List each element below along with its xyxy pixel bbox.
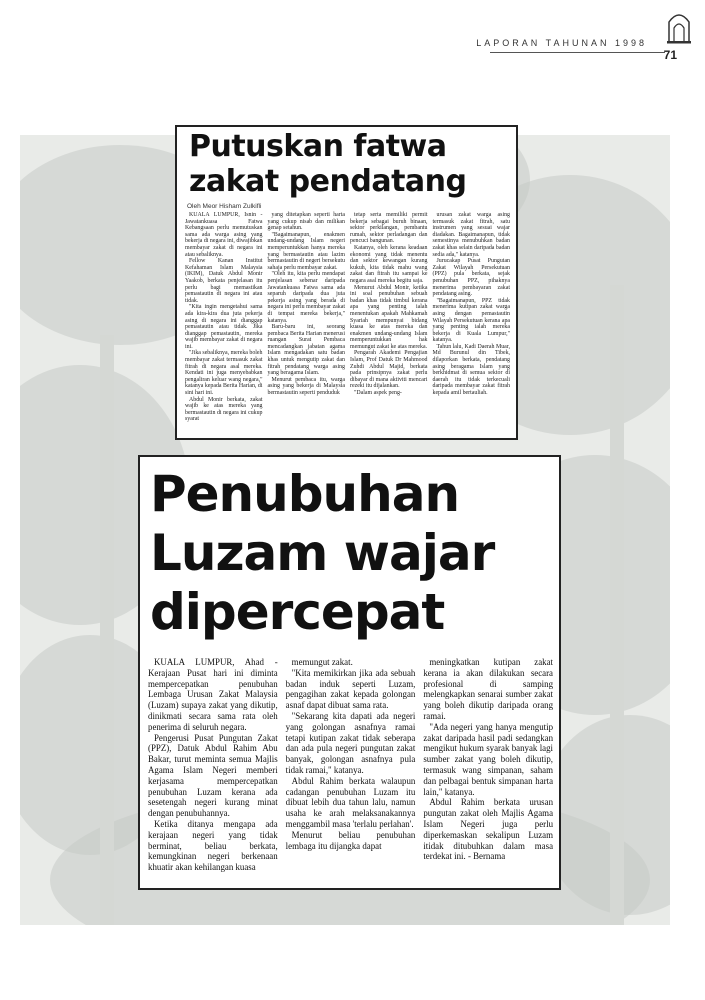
paragraph: tetap serta memiliki permit bekerja sebagai buruh binaan, sektor perkilangan, pembantu rumah, sektor perladangan dan pencuci bangunan.: [350, 212, 428, 245]
paragraph: Menurut Abdul Monir, ketika ini soal penubuhan sebuah badan khas tidak timbul kerana apa yang penting ialah menentukan apakah Mahkamah Syariah mempunyai bidang kuasa ke atas mereka dan enakmen undang-undang Islam memperuntukkan hak memungut zakat ke atas mereka.: [350, 284, 428, 350]
paragraph: Menurut beliau penubuhan lembaga itu dijangka dapat: [285, 829, 416, 851]
article-column: [423, 657, 553, 887]
paragraph: Fellow Kanan Institut Kefahaman Islam Malaysia (IKIM), Datuk Abdul Monir Yaakob, berkata penjelasan itu perlu bagi memastikan pemastautin di negara ini atau tidak.: [185, 258, 263, 304]
headline-luzam: [150, 465, 560, 642]
news-clipping-fatwa: [175, 125, 518, 440]
paragraph: KUALA LUMPUR, Ahad - Kerajaan Pusat hari ini diminta mempercepatkan penubuhan Lembaga Urusan Zakat Malaysia (Luzam) supaya zakat yang dikutip, dinikmati secara sama rata oleh penerima di seluruh negara.: [148, 657, 278, 732]
headline-line: zakat pendatang: [189, 164, 467, 199]
paragraph: Ketika ditanya mengapa ada kerajaan negeri yang tidak berminat, beliau berkata, kemungkinan negeri berkenaan khuatir akan kehilangan kuasa: [148, 818, 278, 873]
headline-line: dipercepat: [150, 583, 445, 641]
paragraph: Abdul Rahim berkata walaupun cadangan penubuhan Luzam itu dibuat lebih dua tahun lalu, namun usaha ke arah melaksanakannya menggambil masa 'terlalu perlahan'.: [285, 775, 416, 829]
paragraph: Abdul Monir berkata, zakat wajib ke atas mereka yang bermastautin di negara ini cukup syarat: [185, 396, 263, 423]
paragraph: "Kita ingin mengetahui sama ada kira-kira dua juta pekerja asing di negara ini dianggap pemastautin atau tidak. Jika dianggap pemastautin, mereka wajib membayar zakat di negara ini.: [185, 304, 263, 350]
news-clipping-luzam: [138, 455, 561, 890]
paragraph: "Bagaimanapun, PPZ tidak menerima kutipan zakat warga asing dengan pemastautin Wilayah Persekutuan kerana apa yang penting ialah mereka bekerja di Kuala Lumpur," katanya.: [432, 297, 510, 344]
paragraph: "Sekarang kita dapati ada negeri yang golongan asnafnya ramai tetapi kutipan zakat tidak seberapa dan ada pula negeri pungutan zakat banyak, golongan asnafnya pula tidak ramai," katanya.: [285, 710, 416, 775]
paragraph: urusan zakat warga asing termasuk zakat fitrah, satu instrumen yang sesuai wajar diadakan. Bagaimanapun, tidak semestinya menubuhkan badan zakat khas selain daripada badan sedia ada," katanya.: [432, 212, 510, 258]
headline-line: Putuskan fatwa: [189, 129, 447, 164]
paragraph: Tahun lalu, Kadi Daerah Muar, Md Burunul din Tibek, dilaporkan berkata, pendatang asing beragama Islam yang berkhidmat di semua sektor di daerah itu tidak terkecuali daripada membayar zakat fitrah kepada amil bertauliah.: [432, 343, 510, 397]
paragraph: "Dalam aspek peng-: [354, 390, 402, 397]
paragraph: "Jika sebaliknya, mereka boleh membayar zakat termasuk zakat fitrah di negara asal mereka. Kendati ini juga menyebabkan pengaliran keluar wang negara," katanya kepada Berita Harian, di sini hari ini.: [185, 350, 263, 397]
paragraph: memungut zakat.: [291, 657, 353, 667]
paragraph: Jurucakap Pusat Pungutan Zakat Wilayah Persekutuan (PPZ) pula berkata, sejak penubuhan PPZ, pihaknya menerima pembayaran zakat pendatang asing.: [432, 258, 510, 298]
header-rule: [490, 52, 665, 53]
paragraph: "Oleh itu, kita perlu mendapat penjelasan sebenar daripada Jawatankuasa Fatwa sama ada separuh daripada dua juta pekerja asing yang berada di negara ini perlu membayar zakat di tempat mereka bekerja," katanya.: [267, 271, 345, 324]
article-column: [286, 657, 416, 887]
paragraph: Baru-baru ini, seorang pembaca Berita Harian menerusi ruangan Surat Pembaca mencadangkan jabatan agama Islam mengadakan satu badan khas untuk mengutip zakat dan fitrah pendatang warga asing yang beragama Islam.: [267, 324, 345, 377]
report-title: LAPORAN TAHUNAN 1998: [476, 38, 647, 48]
paragraph: Pengarah Akademi Pengajian Islam, Prof Datuk Dr Mahmood Zuhdi Abdul Majid, berkata pada prinsipnya zakat perlu dibayar di mana aktiviti mencari rezeki itu dijalankan.: [350, 350, 428, 390]
page-number: 71: [663, 48, 677, 62]
paragraph: "Ada negeri yang hanya mengutip zakat daripada hasil padi sedangkan mengikut hukum syarak banyak lagi sumber zakat yang boleh dikutip, termasuk wang simpanan, saham dan pelbagai bentuk simpanan harta lain," katanya.: [423, 721, 554, 797]
article-column: [350, 212, 428, 437]
paragraph: Katanya, oleh kerana keadaan ekonomi yang tidak menentu dan sektor kewangan kurang kukuh, kita tidak mahu wang zakat dan fitrah itu sampai ke negara asal mereka begitu saja.: [350, 244, 428, 284]
article-column: [148, 657, 278, 887]
paragraph: Pengerusi Pusat Pungutan Zakat (PPZ), Datuk Abdul Rahim Abu Bakar, turut meminta semua Majlis Agama Islam Negeri memberi kerjasama mempercepatkan penubuhan Luzam kerana ada sesetengah negeri kurang minat dengan penubuhannya.: [148, 732, 278, 819]
byline: Oleh Meor Hisham Zulkifli: [187, 203, 262, 210]
paragraph: Abdul Rahim berkata urusan pungutan zakat oleh Majlis Agama Islam Negeri juga perlu diperkemaskan sekalipun Luzam itidak ditubuhkan dalam masa terdekat ini. - Bernama: [423, 797, 554, 862]
paragraph: meningkatkan kutipan zakat kerana ia akan dilakukan secara profesional di samping melengkapkan senarai sumber zakat yang boleh dikutip daripada orang ramai.: [423, 657, 554, 721]
mosque-logo-icon: [665, 8, 693, 44]
article-column: [268, 212, 346, 437]
paragraph: KUALA LUMPUR, Isnin - Jawatankuasa Fatwa Kebangsaan perlu memutuskan sama ada warga asing yang bekerja di negara ini, diwajibkan membayar zakat di negara ini atau sebaliknya.: [185, 212, 263, 258]
paragraph: "Kita memikirkan jika ada sebuah badan induk seperti Luzam, pengagihan zakat kepada golongan asnaf dapat dibuat sama rata.: [285, 667, 416, 711]
headline-line: Luzam wajar: [150, 524, 495, 582]
paragraph: "Bagaimanapun, enakmen undang-undang Islam negeri memperuntukkan hanya mereka yang bermastautin atau lazim bermastautin di negeri bersekutu sahaja perlu membayar zakat.: [267, 231, 345, 271]
paragraph: Menurut pembaca itu, warga asing yang bekerja di Malaysia bermastautin seperti penduduk: [267, 376, 345, 397]
article-column: [185, 212, 263, 437]
headline-line: Penubuhan: [150, 465, 460, 523]
headline-fatwa: [189, 129, 509, 199]
paragraph: yang ditetapkan seperti harta yang cukup nisab dan milikan genap setahun.: [267, 212, 345, 232]
article-column: [433, 212, 511, 437]
